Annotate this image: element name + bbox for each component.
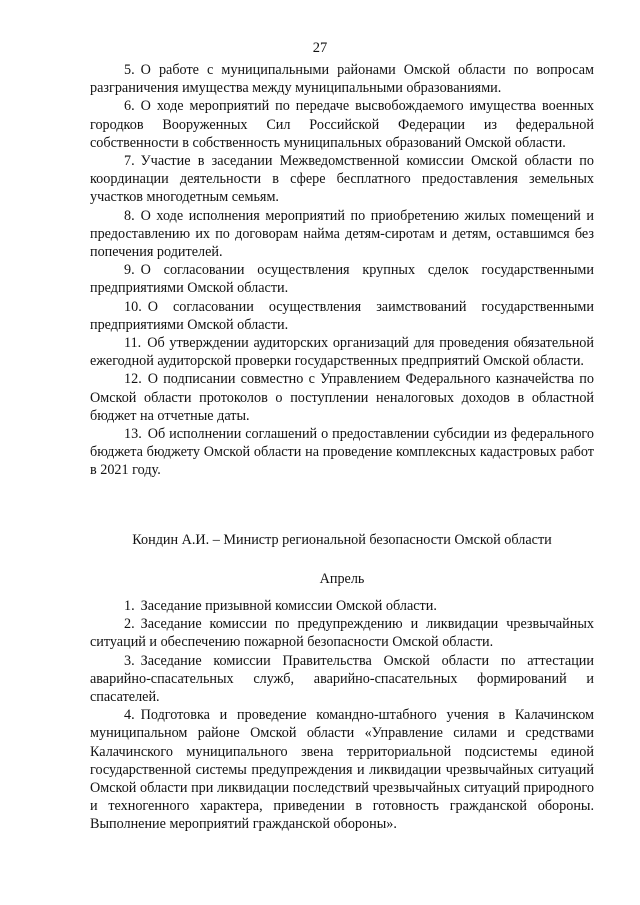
list-item-8 xyxy=(90,207,594,262)
list-item-1 xyxy=(90,597,594,615)
item-number: 11. xyxy=(124,335,142,352)
list-item-7 xyxy=(90,152,594,207)
item-number: 6. xyxy=(124,98,135,115)
page-number: 27 xyxy=(312,40,328,56)
section-1-list xyxy=(90,61,594,480)
item-text: О подписании совместно с Управлением Федерального казначейства по Омской области протоколов о поступлении неналоговых доходов в областной бюджет на отчетные даты. xyxy=(90,371,594,424)
item-number: 3. xyxy=(124,652,135,669)
item-text: О работе с муниципальными районами Омской области по вопросам разграничения имущества между муниципальными образованиями. xyxy=(90,62,594,97)
item-number: 9. xyxy=(124,262,135,279)
item-text: О согласовании осуществления заимствований государственными предприятиями Омской области. xyxy=(90,298,594,333)
item-text: О согласовании осуществления крупных сделок государственными предприятиями Омской области. xyxy=(90,262,594,297)
list-item-10 xyxy=(90,298,594,334)
item-number: 10. xyxy=(124,298,142,315)
item-text: Заседание комиссии Правительства Омской области по аттестации аварийно-спасательных служб, аварийно-спасательных формирований и спасателей. xyxy=(90,652,594,706)
section-2-list xyxy=(90,597,594,834)
item-text: Заседание призывной комиссии Омской области. xyxy=(140,598,437,614)
item-number: 7. xyxy=(124,153,135,170)
list-item-12 xyxy=(90,370,594,425)
list-item-9 xyxy=(90,261,594,297)
list-item-2 xyxy=(90,615,594,651)
list-item-5 xyxy=(90,61,594,97)
list-item-11 xyxy=(90,334,594,370)
item-number: 4. xyxy=(124,707,135,724)
list-item-3 xyxy=(90,652,594,707)
item-text: Об утверждении аудиторских организаций для проведения обязательной ежегодной аудиторской проверки государственных предприятий Омской области. xyxy=(90,335,594,370)
item-number: 8. xyxy=(124,207,135,224)
item-number: 12. xyxy=(124,371,142,388)
item-text: О ходе исполнения мероприятий по приобретению жилых помещений и предоставлению их по договорам найма детям-сиротам и детям, оставшимся без попечения родителей. xyxy=(90,207,594,261)
item-text: Заседание комиссии по предупреждению и ликвидации чрезвычайных ситуаций и обеспечению пожарной безопасности Омской области. xyxy=(90,616,594,651)
item-text: Подготовка и проведение командно-штабного учения в Калачинском муниципальном районе Омской области «Управление силами и средствами Калачинского муниципального звена территориальной подсистемы единой государственной системы предупреждения и ликвидации чрезвычайных ситуаций Омской области при ликвидации последствий чрезвычайных ситуаций природного и техногенного характера, приведении в готовность гражданской обороны. Выполнение мероприятий гражданской обороны». xyxy=(90,707,594,833)
item-text: О ходе мероприятий по передаче высвобождаемого имущества военных городков Вооруженных Сил Российской Федерации из федеральной собственности в собственность муниципальных образований Омской области. xyxy=(90,98,594,151)
item-text: Участие в заседании Межведомственной комиссии Омской области по координации деятельности в сфере бесплатного предоставления земельных участков многодетным семьям. xyxy=(90,153,594,206)
list-item-6 xyxy=(90,97,594,152)
item-number: 1. xyxy=(124,598,135,614)
minister-heading: Кондин А.И. – Министр региональной безопасности Омской области xyxy=(132,532,552,548)
list-item-4 xyxy=(90,706,594,833)
list-item-13 xyxy=(90,425,594,480)
item-text: Об исполнении соглашений о предоставлении субсидии из федерального бюджета бюджету Омской области на проведение комплексных кадастровых работ в 2021 году. xyxy=(90,426,594,479)
item-number: 5. xyxy=(124,62,135,78)
month-heading: Апрель xyxy=(319,571,365,587)
item-number: 13. xyxy=(124,426,142,443)
item-number: 2. xyxy=(124,616,135,633)
